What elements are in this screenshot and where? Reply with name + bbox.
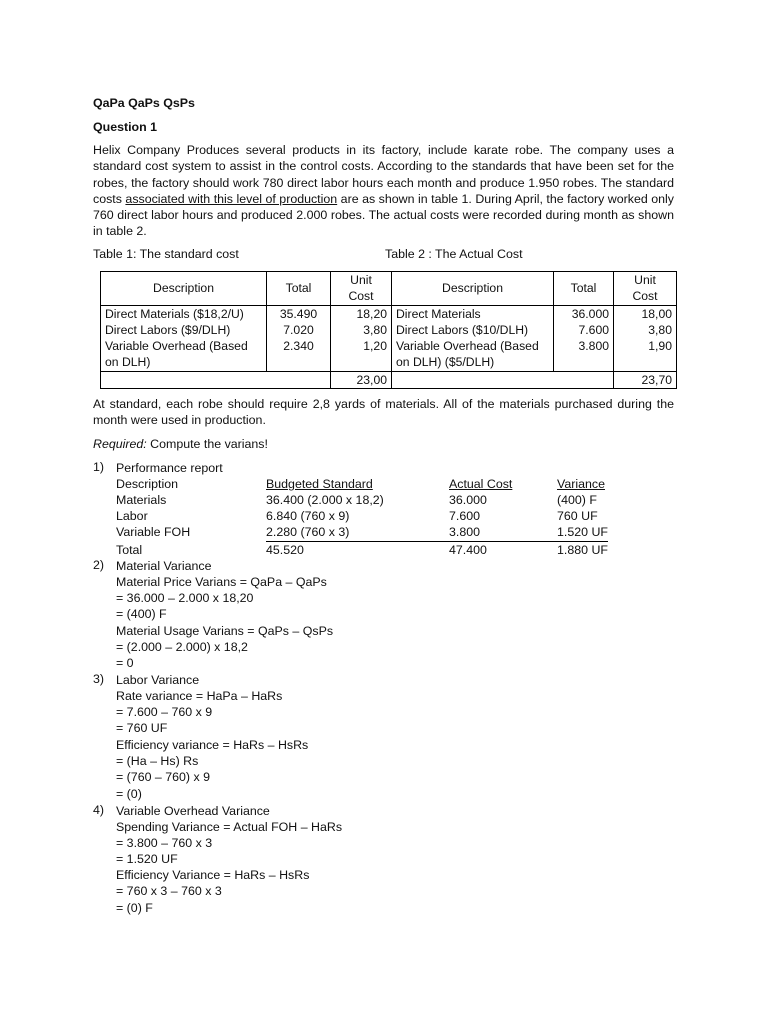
- act-total-3: 3.800: [578, 339, 609, 354]
- overhead-line-4: = 1.520 UF: [116, 852, 178, 866]
- cost-table: [100, 271, 677, 389]
- table-sum-row: [101, 371, 677, 388]
- material-line-4: = (400) F: [116, 607, 167, 621]
- act-unit-1: 18,00: [641, 306, 672, 321]
- perf-row-3-desc: Variable FOH: [116, 525, 191, 539]
- std-total-2: 7.020: [283, 322, 314, 337]
- act-total-header: Total: [554, 272, 614, 306]
- overhead-number: 4): [93, 803, 105, 817]
- std-unit-2: 3,80: [363, 322, 387, 337]
- material-line-3: = 36.000 – 2.000 x 18,20: [116, 591, 254, 605]
- table-header-row: [101, 272, 677, 306]
- std-desc-3: Variable Overhead (Based on DLH): [105, 339, 248, 370]
- labor-line-5: Efficiency variance = HaRs – HsRs: [116, 738, 309, 752]
- act-desc-header: Description: [392, 272, 554, 306]
- std-desc-1: Direct Materials ($18,2/U): [105, 306, 244, 321]
- perf-row-3-actual: 3.800: [449, 525, 481, 539]
- table2-caption: Table 2 : The Actual Cost: [385, 247, 523, 261]
- act-desc-cell: [392, 305, 554, 371]
- perf-row-1-budget: 36.400 (2.000 x 18,2): [266, 493, 384, 507]
- performance-number: 1): [93, 460, 105, 474]
- act-unit-2: 3,80: [648, 322, 672, 337]
- material-line-7: = 0: [116, 656, 134, 670]
- act-desc-2: Direct Labors ($10/DLH): [396, 322, 529, 337]
- labor-number: 3): [93, 672, 105, 686]
- perf-row-2-budget: 6.840 (760 x 9): [266, 509, 350, 523]
- overhead-line-7: = (0) F: [116, 901, 153, 915]
- act-desc-3: Variable Overhead (Based on DLH) ($5/DLH): [396, 339, 539, 370]
- labor-line-3: = 7.600 – 760 x 9: [116, 705, 213, 719]
- std-desc-header: Description: [101, 272, 267, 306]
- standard-note: At standard, each robe should require 2,8 yards of materials. All of the materials purchased during the month were used in production.: [93, 397, 674, 428]
- std-unit-1: 18,20: [356, 306, 387, 321]
- perf-row-2-actual: 7.600: [449, 509, 481, 523]
- std-total-cell: [267, 305, 331, 371]
- act-unit-cell: [614, 305, 677, 371]
- act-unit-header: Unit Cost: [614, 272, 677, 306]
- std-unit-cell: [331, 305, 392, 371]
- perf-header-actual: Actual Cost: [449, 477, 513, 491]
- performance-title: Performance report: [116, 461, 223, 475]
- perf-row-2-desc: Labor: [116, 509, 148, 523]
- perf-row-3-variance: 1.520 UF: [557, 525, 608, 539]
- perf-row-2-variance: 760 UF: [557, 509, 598, 523]
- material-line-2: Material Price Varians = QaPa – QaPs: [116, 575, 327, 589]
- perf-row-1-actual: 36.000: [449, 493, 487, 507]
- required-label: Required:: [93, 437, 147, 451]
- std-desc-2: Direct Labors ($9/DLH): [105, 322, 231, 337]
- overhead-line-2: Spending Variance = Actual FOH – HaRs: [116, 820, 343, 834]
- perf-total-desc: Total: [116, 543, 143, 557]
- std-unit-3: 1,20: [363, 339, 387, 354]
- act-sum-cell: 23,70: [614, 371, 677, 388]
- material-line-5: Material Usage Varians = QaPs – QsPs: [116, 624, 334, 638]
- table-body-row: [101, 305, 677, 371]
- labor-line-2: Rate variance = HaPa – HaRs: [116, 689, 283, 703]
- document-header: QaPa QaPs QsPs: [93, 96, 195, 110]
- perf-header-variance: Variance: [557, 477, 605, 491]
- material-number: 2): [93, 558, 105, 572]
- overhead-line-6: = 760 x 3 – 760 x 3: [116, 884, 222, 898]
- overhead-line-5: Efficiency Variance = HaRs – HsRs: [116, 868, 310, 882]
- perf-header-description: Description: [116, 477, 178, 491]
- overhead-line-3: = 3.800 – 760 x 3: [116, 836, 213, 850]
- act-total-2: 7.600: [578, 322, 609, 337]
- std-total-header: Total: [267, 272, 331, 306]
- std-unit-header: Unit Cost: [331, 272, 392, 306]
- std-desc-cell: [101, 305, 267, 371]
- std-total-3: 2.340: [283, 339, 314, 354]
- act-desc-1: Direct Materials: [396, 306, 481, 321]
- material-line-6: = (2.000 – 2.000) x 18,2: [116, 640, 248, 654]
- std-total-1: 35.490: [279, 306, 318, 321]
- intro-text-1: Helix Company Produces several products in its factory, include karate robe. The company uses a standard cost system to assist in the control costs. According to the standards that have been set for the robes, the factory should work 780 direct labor hours each month and produce 1.950 robes. The standard costs: [93, 143, 674, 206]
- act-total-cell: [554, 305, 614, 371]
- act-sum-blank: [392, 371, 614, 388]
- perf-row-3-budget: 2.280 (760 x 3): [266, 525, 350, 539]
- perf-row-1-desc: Materials: [116, 493, 167, 507]
- std-sum-cell: 23,00: [331, 371, 392, 388]
- intro-text-2: are as shown in table 1. During April, the factory worked only 760 direct labor hours and produced 2.000 robes. The actual costs were recorded during month as shown in table 2.: [93, 191, 674, 239]
- perf-row-1-variance: (400) F: [557, 493, 597, 507]
- labor-line-6: = (Ha – Hs) Rs: [116, 754, 199, 768]
- perf-total-variance: 1.880 UF: [557, 543, 608, 557]
- labor-line-8: = (0): [116, 787, 142, 801]
- labor-line-4: = 760 UF: [116, 721, 168, 735]
- perf-total-actual: 47.400: [449, 543, 487, 557]
- perf-header-budget: Budgeted Standard: [266, 477, 373, 491]
- overhead-line-1: Variable Overhead Variance: [116, 804, 270, 818]
- act-total-1: 36.000: [571, 306, 609, 321]
- required-line: [93, 436, 268, 452]
- labor-line-7: = (760 – 760) x 9: [116, 770, 211, 784]
- intro-paragraph: [93, 142, 674, 240]
- intro-underlined-text: associated with this level of production: [125, 191, 338, 206]
- std-sum-blank: [101, 371, 331, 388]
- act-unit-3: 1,90: [648, 339, 672, 354]
- table1-caption: Table 1: The standard cost: [93, 247, 239, 261]
- perf-total-budget: 45.520: [266, 543, 304, 557]
- material-line-1: Material Variance: [116, 559, 212, 573]
- labor-line-1: Labor Variance: [116, 673, 200, 687]
- question-title: Question 1: [93, 120, 158, 134]
- required-text: Compute the varians!: [146, 437, 268, 451]
